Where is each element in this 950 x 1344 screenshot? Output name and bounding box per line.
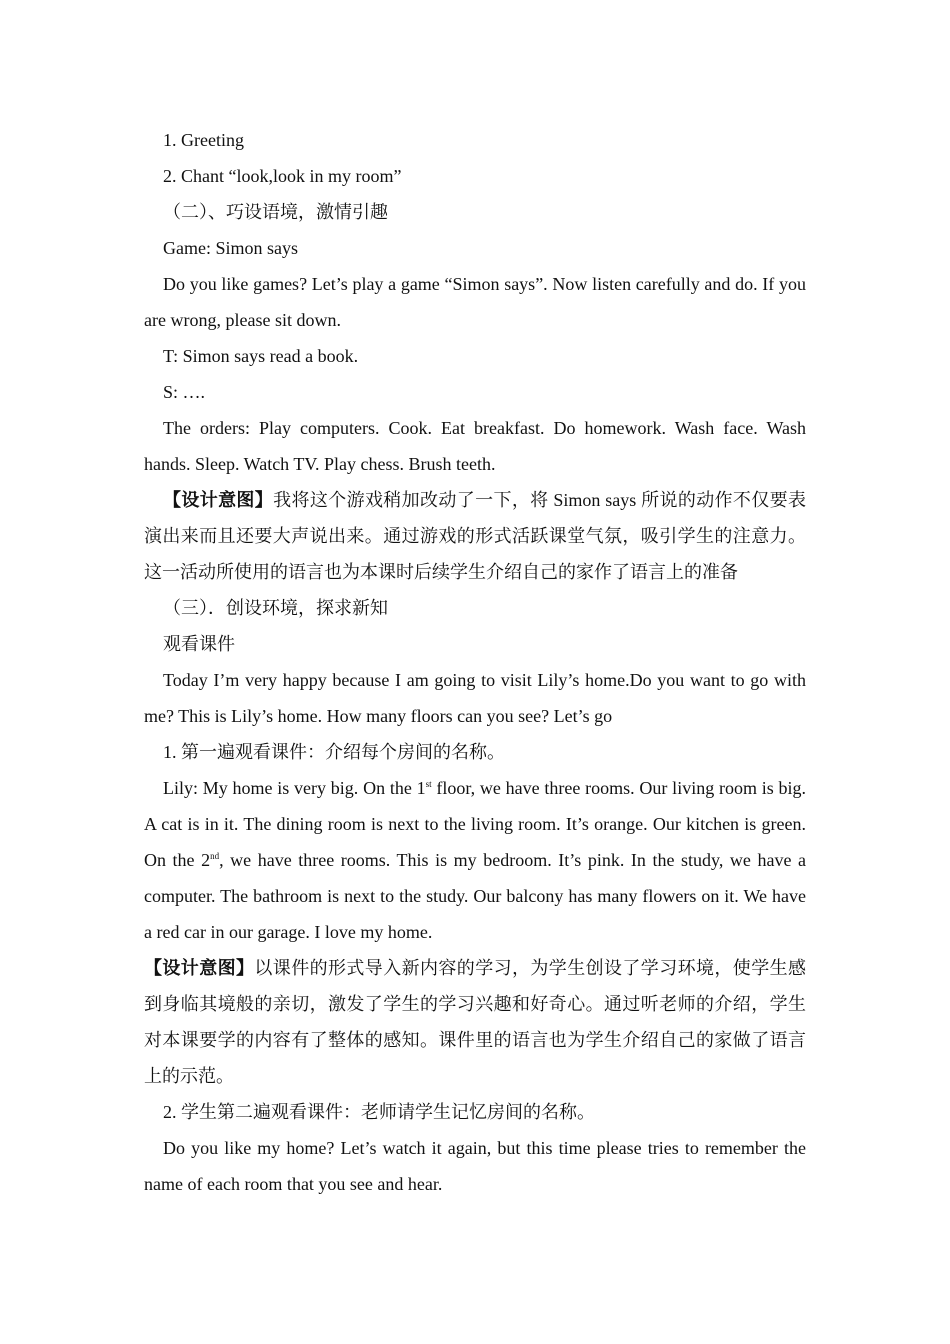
lily-text-c: , we have three rooms. This is my bedroom. It’s pink. In the study, we have a computer. The bathroom is next to the study. Our balcony has many flowers on it. We have a red car in our garage. I love my home. (144, 850, 806, 942)
item-greeting: 1. Greeting (163, 130, 244, 150)
courseware-title: 观看课件 (163, 634, 235, 654)
game-intro: Do you like games? Let’s play a game “Simon says”. Now listen carefully and do. If you are wrong, please sit down. (144, 274, 806, 330)
design-intent-text: 以课件的形式导入新内容的学习，为学生创设了学习环境，使学生感到身临其境般的亲切，激发了学生的学习兴趣和好奇心。通过听老师的介绍，学生对本课要学的内容有了整体的感知。课件里的语言也为学生介绍自己的家做了语言上的示范。 (144, 958, 807, 1086)
student-line: S: …. (163, 382, 206, 402)
teacher-line: T: Simon says read a book. (163, 346, 359, 366)
design-intent-text: 我将这个游戏稍加改动了一下，将 Simon says 所说的动作不仅要表演出来而且还要大声说出来。通过游戏的形式活跃课堂气氛，吸引学生的注意力。这一活动所使用的语言也为本课时后续学生介绍自己的家作了语言上的准备 (144, 490, 806, 582)
design-intent-label: 【设计意图】 (163, 490, 274, 510)
lily-paragraph (144, 770, 806, 950)
section-heading-2: （二）、巧设语境，激情引趣 (163, 202, 388, 222)
step-1: 1. 第一遍观看课件：介绍每个房间的名称。 (163, 742, 505, 762)
section-heading-3: （三）．创设环境，探求新知 (163, 598, 388, 618)
step-2: 2. 学生第二遍观看课件：老师请学生记忆房间的名称。 (163, 1102, 595, 1122)
design-intent-label: 【设计意图】 (144, 958, 255, 978)
item-chant: 2. Chant “look,look in my room” (163, 166, 402, 186)
visit-intro: Today I’m very happy because I am going to visit Lily’s home.Do you want to go with me? This is Lily’s home. How many floors can you see? Let’s go (144, 670, 806, 726)
orders-paragraph: The orders: Play computers. Cook. Eat breakfast. Do homework. Wash face. Wash hands. Sleep. Watch TV. Play chess. Brush teeth. (144, 418, 806, 474)
watch-again-paragraph: Do you like my home? Let’s watch it again, but this time please tries to remember the name of each room that you see and hear. (144, 1138, 806, 1194)
design-intent-2 (144, 950, 806, 1094)
superscript-st: st (425, 779, 432, 789)
game-title: Game: Simon says (163, 238, 298, 258)
document-body (144, 122, 806, 1202)
lily-text-b: floor, we have three rooms. Our living room is big. A cat is in it. The dining room is next to the living room. It’s orange. Our kitchen is green. On the 2 (144, 778, 806, 870)
superscript-nd: nd (210, 851, 220, 861)
lily-text-a: Lily: My home is very big. On the 1 (163, 778, 426, 798)
design-intent-1 (144, 482, 806, 590)
